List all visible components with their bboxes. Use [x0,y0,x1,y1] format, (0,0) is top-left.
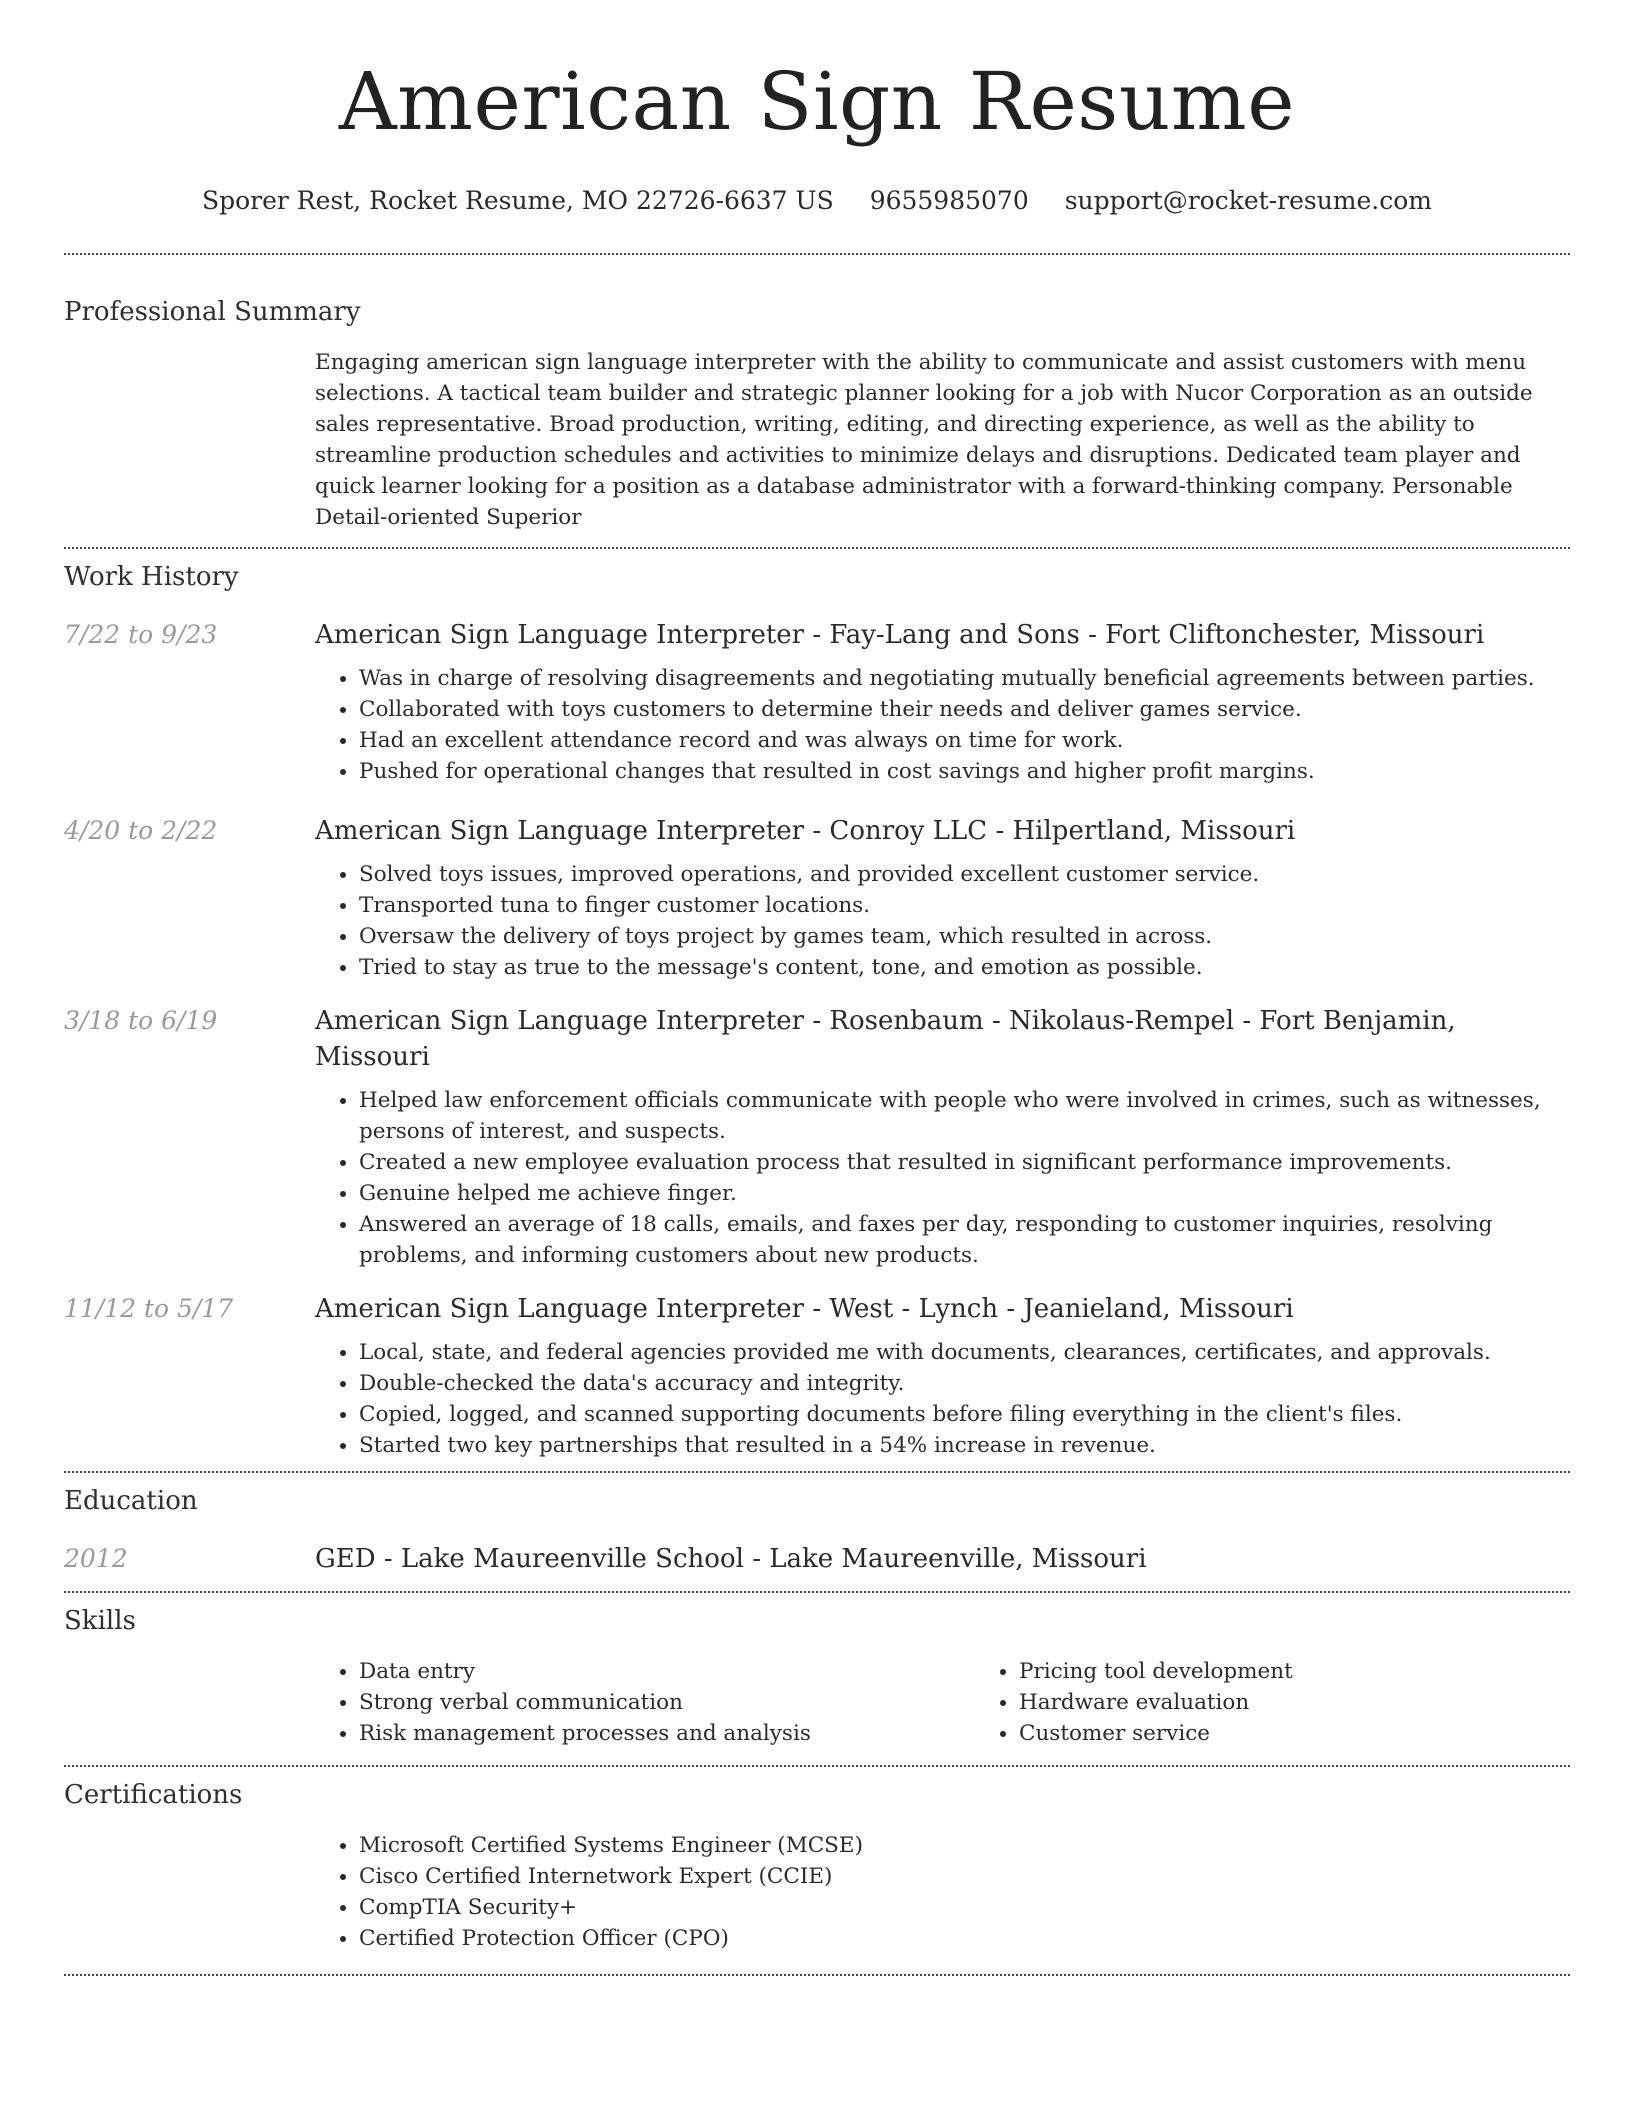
section-title-skills: Skills [64,1606,136,1636]
job-title: American Sign Language Interpreter - West - Lynch - Jeanieland, Missouri [315,1294,1294,1324]
list-item: • Hardware evaluation [1019,1687,1293,1718]
divider [64,253,1570,255]
job-entry [64,1291,1570,1461]
list-item: • Microsoft Certified Systems Engineer (MCSE) [359,1830,1570,1861]
address: Sporer Rest, Rocket Resume, MO 22726-6637 US [201,186,834,215]
job-title: American Sign Language Interpreter - Conroy LLC - Hilpertland, Missouri [315,816,1296,846]
list-item: • Was in charge of resolving disagreements and negotiating mutually beneficial agreements between parties. [359,663,1570,694]
skills-list-left [315,1656,975,1749]
list-item: • Copied, logged, and scanned supporting documents before filing everything in the client's files. [359,1399,1570,1430]
list-item: • Data entry [359,1656,975,1687]
email: support@rocket-resume.com [1064,186,1433,215]
job-title: American Sign Language Interpreter - Rosenbaum - Nikolaus-Rempel - Fort Benjamin, Missouri [315,1006,1456,1072]
job-bullets [315,859,1570,983]
job-title: American Sign Language Interpreter - Fay-Lang and Sons - Fort Cliftonchester, Missouri [315,620,1485,650]
section-title-summary: Professional Summary [64,297,361,327]
summary-text: Engaging american sign language interpreter with the ability to communicate and assist customers with menu selections. A tactical team builder and strategic planner looking for a job with Nucor Corporation as an outside sales representative. Broad production, writing, editing, and directing experience, as well as the ability to streamline production schedules and activities to minimize delays and disruptions. Dedicated team player and quick learner looking for a position as a database administrator with a forward-thinking company. Personable Detail-oriented Superior [315,350,1533,530]
section-title-certifications: Certifications [64,1780,243,1810]
list-item: • Pricing tool development [1019,1656,1293,1687]
certifications-section [64,1777,1570,1954]
resume-name: American Sign Resume [338,55,1296,148]
list-item: • Started two key partnerships that resulted in a 54% increase in revenue. [359,1430,1570,1461]
list-item: • Cisco Certified Internetwork Expert (CCIE) [359,1861,1570,1892]
list-item: • Tried to stay as true to the message's content, tone, and emotion as possible. [359,952,1570,983]
skills-list-right [975,1656,1293,1749]
list-item: • Strong verbal communication [359,1687,975,1718]
list-item: • Certified Protection Officer (CPO) [359,1923,1570,1954]
list-item: • Oversaw the delivery of toys project by games team, which resulted in across. [359,921,1570,952]
education-entry: GED - Lake Maureenville School - Lake Maureenville, Missouri [315,1544,1147,1574]
list-item: • Had an excellent attendance record and was always on time for work. [359,725,1570,756]
job-entry [64,813,1570,983]
list-item: • Solved toys issues, improved operations, and provided excellent customer service. [359,859,1570,890]
divider [64,1974,1570,1976]
job-dates: 7/22 to 9/23 [64,620,218,649]
resume-page [64,0,1570,1976]
list-item: • Helped law enforcement officials communicate with people who were involved in crimes, such as witnesses, persons of interest, and suspects. [359,1085,1570,1147]
section-title-work: Work History [64,562,239,592]
divider [64,1471,1570,1473]
list-item: • Customer service [1019,1718,1293,1749]
education-year: 2012 [64,1544,128,1573]
education-section [64,1483,1570,1577]
list-item: • Answered an average of 18 calls, emails, and faxes per day, responding to customer inquiries, resolving problems, and informing customers about new products. [359,1209,1570,1271]
summary-section [64,294,1570,533]
job-entry [64,1003,1570,1271]
skills-section [64,1603,1570,1749]
list-item: • Local, state, and federal agencies provided me with documents, clearances, certificates, and approvals. [359,1337,1570,1368]
job-dates: 3/18 to 6/19 [64,1006,218,1035]
list-item: • CompTIA Security+ [359,1892,1570,1923]
job-dates: 11/12 to 5/17 [64,1294,234,1323]
divider [64,1591,1570,1593]
list-item: • Risk management processes and analysis [359,1718,975,1749]
list-item: • Genuine helped me achieve finger. [359,1178,1570,1209]
divider [64,1765,1570,1767]
divider [64,547,1570,549]
certifications-list [315,1830,1570,1954]
contact-line [64,184,1570,218]
list-item: • Created a new employee evaluation process that resulted in significant performance improvements. [359,1147,1570,1178]
job-dates: 4/20 to 2/22 [64,816,218,845]
job-bullets [315,1085,1570,1271]
list-item: • Transported tuna to finger customer locations. [359,890,1570,921]
job-bullets [315,1337,1570,1461]
job-bullets [315,663,1570,787]
list-item: • Pushed for operational changes that resulted in cost savings and higher profit margins. [359,756,1570,787]
list-item: • Collaborated with toys customers to determine their needs and deliver games service. [359,694,1570,725]
phone: 9655985070 [869,186,1029,215]
job-entry [64,617,1570,787]
list-item: • Double-checked the data's accuracy and integrity. [359,1368,1570,1399]
work-history-section [64,559,1570,1461]
section-title-education: Education [64,1486,198,1516]
